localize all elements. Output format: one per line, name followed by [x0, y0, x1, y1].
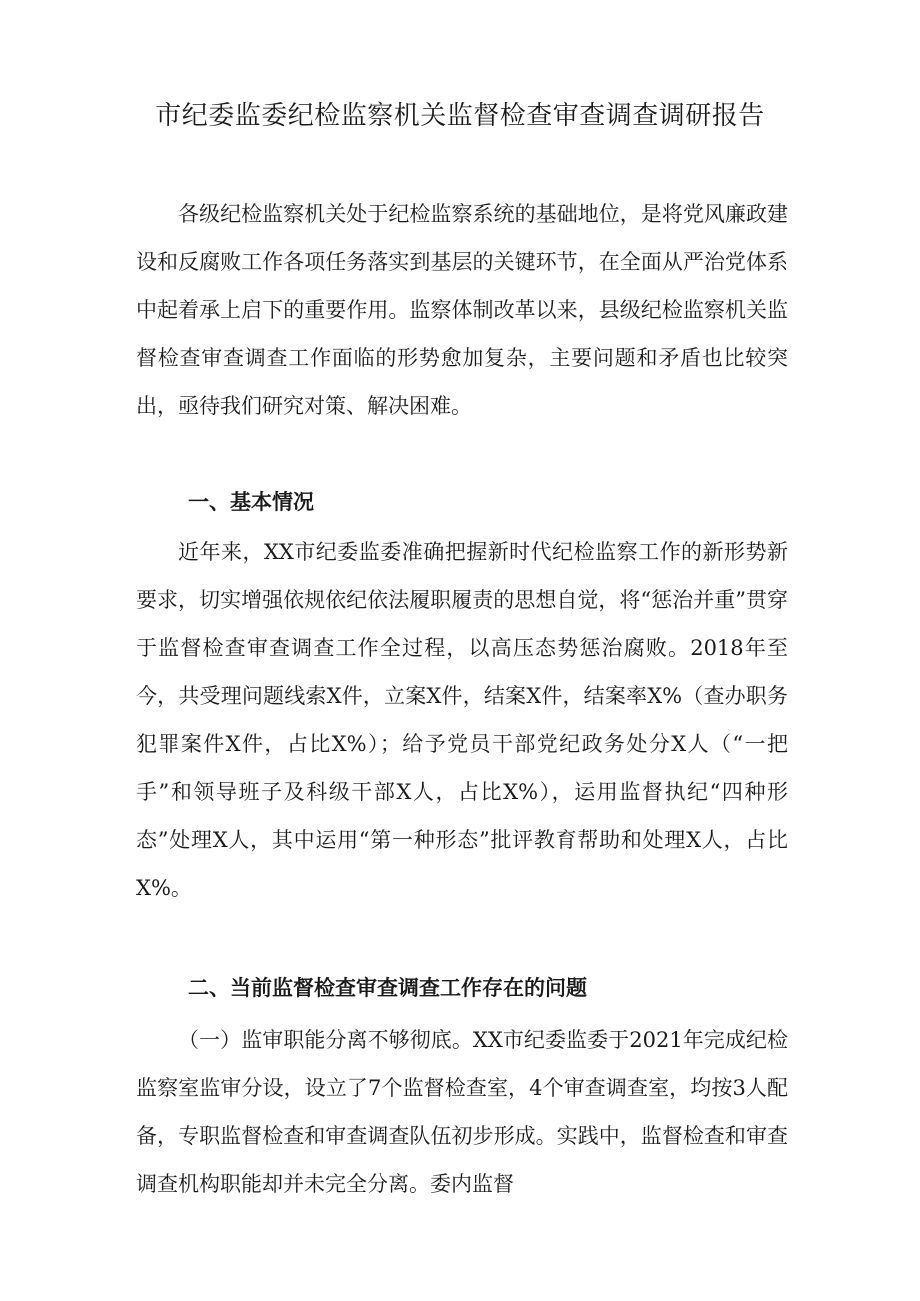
section-heading-problems: 二、当前监督检查审查调查工作存在的问题	[188, 976, 587, 1000]
document-title: 市纪委监委纪检监察机关监督检查审查调查调研报告	[155, 101, 765, 131]
section-heading-basic-situation: 一、基本情况	[188, 490, 314, 514]
section-body-basic-situation: 近年来，XX市纪委监委准确把握新时代纪检监察工作的新形势新要求，切实增强依规依纪依法履职履责的思想自觉，将“惩治并重”贯穿于监督检查审查调查工作全过程，以高压态势惩治腐败。2018年至今，共受理问题线索X件，立案X件，结案X件，结案率X%（查办职务犯罪案件X件，占比X%）；给予党员干部党纪政务处分X人（“一把手”和领导班子及科级干部X人，占比X%），运用监督执纪“四种形态”处理X人，其中运用“第一种形态”批评教育帮助和处理X人，占比X%。	[136, 540, 788, 900]
section-body-problems: （一）监审职能分离不够彻底。XX市纪委监委于2021年完成纪检监察室监审分设，设立了7个监督检查室，4个审查调查室，均按3人配备，专职监督检查和审查调查队伍初步形成。实践中，监督检查和审查调查机构职能却并未完全分离。委内监督	[136, 1028, 788, 1196]
intro-paragraph: 各级纪检监察机关处于纪检监察系统的基础地位，是将党风廉政建设和反腐败工作各项任务落实到基层的关键环节，在全面从严治党体系中起着承上启下的重要作用。监察体制改革以来，县级纪检监察机关监督检查审查调查工作面临的形势愈加复杂，主要问题和矛盾也比较突出，亟待我们研究对策、解决困难。	[136, 202, 788, 418]
